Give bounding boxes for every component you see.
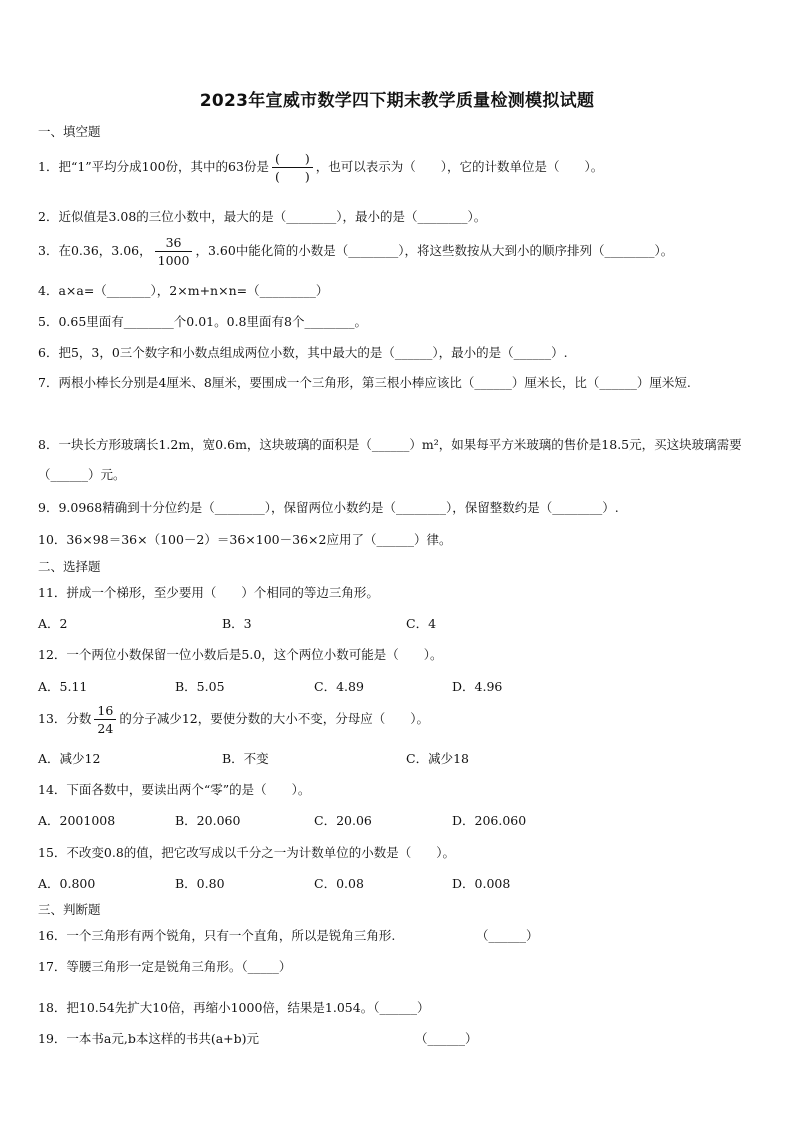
question-13-option-b: B．不变	[222, 751, 269, 766]
question-12-option-c: C．4.89	[314, 679, 364, 694]
question-12-option-d: D．4.96	[452, 679, 503, 694]
fraction-denominator: 1000	[157, 253, 190, 268]
fraction-denominator: 24	[97, 721, 114, 736]
section-heading-choice: 二、选择题	[38, 559, 101, 574]
question-13-option-a: A．减少12	[38, 751, 101, 766]
question-1-text-after: ，也可以表示为（ ），它的计数单位是（ ）。	[315, 159, 604, 174]
question-12-option-a: A．5.11	[38, 679, 88, 694]
question-3-fraction	[155, 234, 193, 269]
question-19-answer-blank: （______）	[415, 1031, 478, 1046]
question-12-option-b: B．5.05	[175, 679, 225, 694]
question-6: 6．把5，3，0三个数字和小数点组成两位小数，其中最大的是（______），最小的是（______）.	[38, 345, 568, 360]
question-3	[38, 234, 673, 269]
question-15: 15．不改变0.8的值，把它改写成以千分之一为计数单位的小数是（ ）。	[38, 845, 456, 860]
question-1	[38, 150, 603, 185]
question-14-option-a: A．2001008	[38, 813, 116, 828]
question-18: 18．把10.54先扩大10倍，再缩小1000倍，结果是1.054。（______）	[38, 1000, 430, 1015]
question-15-option-c: C．0.08	[314, 876, 364, 891]
question-11-option-b: B．3	[222, 616, 252, 631]
section-heading-fill-in: 一、填空题	[38, 124, 101, 139]
question-5: 5．0.65里面有________个0.01。0.8里面有8个________。	[38, 314, 367, 329]
question-13-fraction	[94, 702, 116, 737]
question-1-fraction	[272, 150, 313, 185]
question-17: 17．等腰三角形一定是锐角三角形。（_____）	[38, 959, 292, 974]
question-14-option-d: D．206.060	[452, 813, 527, 828]
question-15-option-b: B．0.80	[175, 876, 225, 891]
question-13-text-before: 13．分数	[38, 711, 92, 726]
question-14-option-b: B．20.060	[175, 813, 241, 828]
question-15-option-a: A．0.800	[38, 876, 96, 891]
question-11-option-c: C．4	[406, 616, 437, 631]
question-3-text-before: 3．在0.36，3.06，	[38, 243, 152, 258]
question-13-text-after: 的分子减少12，要使分数的大小不变，分母应（ ）。	[119, 711, 429, 726]
fraction-numerator: 36	[155, 234, 193, 252]
question-13	[38, 702, 429, 737]
question-4: 4．a×a=（_______），2×m+n×n=（_________）	[38, 283, 329, 298]
question-19: 19．一本书a元,b本这样的书共(a+b)元	[38, 1031, 260, 1046]
section-heading-true-false: 三、判断题	[38, 902, 101, 917]
question-16: 16．一个三角形有两个锐角，只有一个直角，所以是锐角三角形.	[38, 928, 396, 943]
question-11-option-a: A．2	[38, 616, 68, 631]
fraction-denominator: ( )	[274, 169, 310, 184]
question-16-answer-blank: （______）	[476, 928, 539, 943]
fraction-numerator: ( )	[272, 150, 313, 168]
question-8: 8．一块长方形玻璃长1.2m，宽0.6m，这块玻璃的面积是（______）m²，如果每平方米玻璃的售价是18.5元，买这块玻璃需要（______）元。	[38, 437, 742, 482]
question-15-option-d: D．0.008	[452, 876, 511, 891]
question-7: 7．两根小棒长分别是4厘米、8厘米，要围成一个三角形，第三根小棒应该比（______）厘米长，比（______）厘米短.	[38, 375, 691, 390]
question-12: 12．一个两位小数保留一位小数后是5.0，这个两位小数可能是（ ）。	[38, 647, 443, 662]
question-3-text-after: ，3.60中能化简的小数是（________），将这些数按从大到小的顺序排列（________）。	[195, 243, 674, 258]
fraction-numerator: 16	[94, 702, 116, 720]
question-9: 9．9.0968精确到十分位约是（________），保留两位小数约是（________），保留整数约是（________）.	[38, 500, 619, 515]
question-13-option-c: C．减少18	[406, 751, 469, 766]
question-10: 10．36×98＝36×（100－2）＝36×100－36×2应用了（______）律。	[38, 532, 452, 547]
question-14-option-c: C．20.06	[314, 813, 372, 828]
question-11: 11．拼成一个梯形，至少要用（ ）个相同的等边三角形。	[38, 585, 379, 600]
question-1-text-before: 1．把“1”平均分成100份，其中的63份是	[38, 159, 269, 174]
page-title: 2023年宣威市数学四下期末教学质量检测模拟试题	[199, 91, 595, 111]
question-14: 14．下面各数中，要读出两个“零”的是（ ）。	[38, 782, 311, 797]
question-2: 2．近似值是3.08的三位小数中，最大的是（________），最小的是（________）。	[38, 209, 487, 224]
